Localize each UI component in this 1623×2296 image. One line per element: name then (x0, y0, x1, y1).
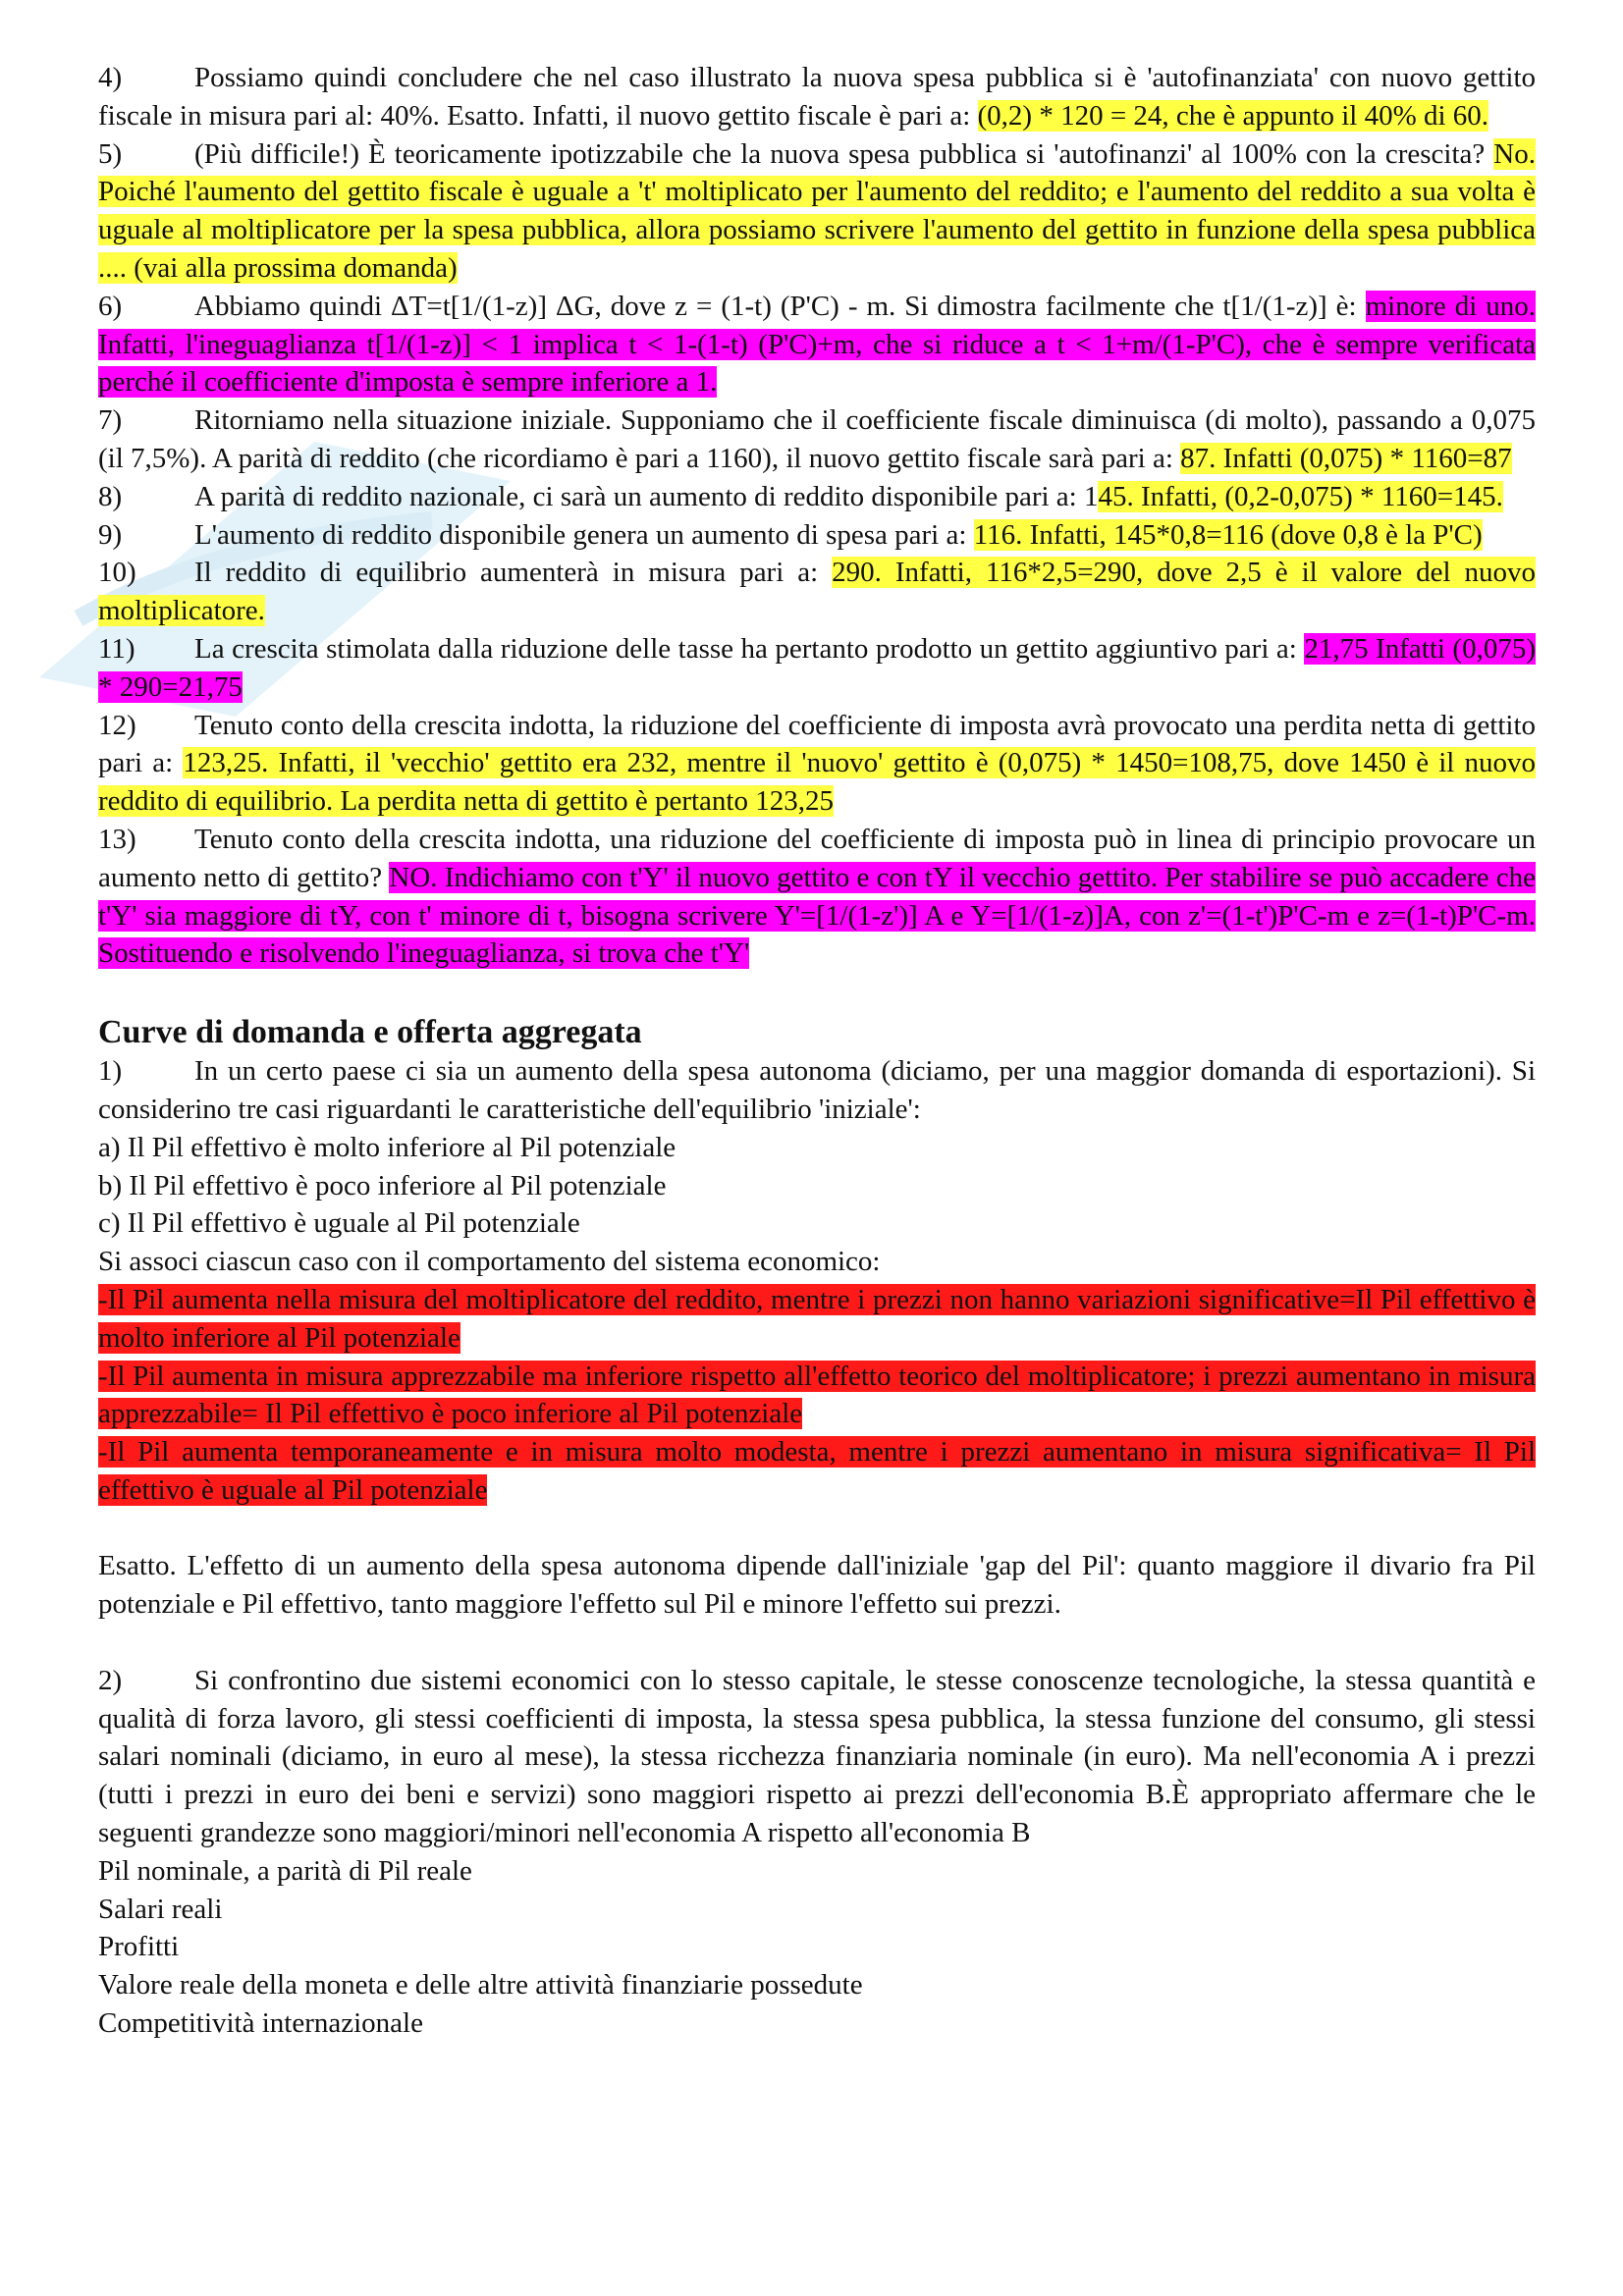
answer-highlight: 290. Infatti, 116*2,5=290, dove 2,5 è il valore del nuovo moltiplicatore. (98, 557, 1536, 627)
answer-highlight: (0,2) * 120 = 24, che è appunto il 40% di 60. (977, 99, 1489, 132)
question-6: 6) Abbiamo quindi ΔT=t[1/(1-z)] ΔG, dove z = (1-t) (P'C) - m. Si dimostra facilmente che t[1/(1-z)] è: minore di uno. Infatti, l'ineguaglianza t[1/(1-z)] < 1 implica t < 1-(1-t) (P'C)+m, che si riduce a t < 1+m/(1-P'C), che è sempre verificata perché il coefficiente d'imposta è sempre inferiore a 1. (98, 290, 1536, 399)
case-a: a) Il Pil effettivo è molto inferiore al Pil potenziale (98, 1131, 676, 1163)
question-13: 13) Tenuto conto della crescita indotta, una riduzione del coefficiente di imposta può in linea di principio provocare un aumento netto di gettito? NO. Indichiamo con t'Y' il nuovo gettito e con tY il vecchio gettito. Per stabilire se può accadere che t'Y' sia maggiore di tY, con t' minore di t, bisogna scrivere Y'=[1/(1-z')] A e Y=[1/(1-z)]A, con z'=(1-t')P'C-m e z=(1-t)P'C-m. Sostituendo e risolvendo l'ineguaglianza, si trova che t'Y' (98, 823, 1537, 970)
list-item: Pil nominale, a parità di Pil reale (98, 1854, 472, 1887)
case-c: c) Il Pil effettivo è uguale al Pil potenziale (98, 1207, 580, 1240)
instruction: Si associ ciascun caso con il comportamento del sistema economico: (98, 1246, 881, 1278)
document-page (98, 59, 1536, 2043)
list-item: Salari reali (98, 1893, 223, 1925)
answer-3: -Il Pil aumenta temporaneamente e in misura molto modesta, mentre i prezzi aumentano in misura significativa= Il Pil effettivo è uguale al Pil potenziale (98, 1436, 1536, 1506)
answer-highlight: 21,75 Infatti (0,075) * 290=21,75 (98, 632, 1536, 703)
question-8: 8) A parità di reddito nazionale, ci sarà un aumento di reddito disponibile pari a: 145. Infatti, (0,2-0,075) * 1160=145. (98, 480, 1503, 512)
answer-highlight: 116. Infatti, 145*0,8=116 (dove 0,8 è la P'C) (973, 518, 1483, 551)
answer-1: -Il Pil aumenta nella misura del moltiplicatore del reddito, mentre i prezzi non hanno variazioni significative=Il Pil effettivo è molto inferiore al Pil potenziale (98, 1283, 1536, 1354)
question-9: 9) L'aumento di reddito disponibile genera un aumento di spesa pari a: 116. Infatti, 145*0,8=116 (dove 0,8 è la P'C) (98, 518, 1483, 551)
section-title: Curve di domanda e offerta aggregata (98, 1014, 642, 1051)
answer-highlight: 45. Infatti, (0,2-0,075) * 1160=145. (1098, 480, 1503, 512)
question-5: 5) (Più difficile!) È teoricamente ipotizzabile che la nuova spesa pubblica si 'autofinanzi' al 100% con la crescita? No. Poiché l'aumento del gettito fiscale è uguale a 't' moltiplicato per l'aumento del reddito; e l'aumento del reddito a sua volta è uguale al moltiplicatore per la spesa pubblica, allora possiamo scrivere l'aumento del gettito in funzione della spesa pubblica .... (vai alla prossima domanda) (98, 137, 1536, 284)
question-10: 10) Il reddito di equilibrio aumenterà in misura pari a: 290. Infatti, 116*2,5=290, dove 2,5 è il valore del nuovo moltiplicatore. (98, 557, 1536, 627)
question-7: 7) Ritorniamo nella situazione iniziale. Supponiamo che il coefficiente fiscale diminuisca (di molto), passando a 0,075 (il 7,5%). A parità di reddito (che ricordiamo è pari a 1160), il nuovo gettito fiscale sarà pari a: 87. Infatti (0,075) * 1160=87 (98, 404, 1536, 474)
answer-highlight: 87. Infatti (0,075) * 1160=87 (1180, 442, 1512, 474)
answer-2: -Il Pil aumenta in misura apprezzabile ma inferiore rispetto all'effetto teorico del moltiplicatore; i prezzi aumentano in misura apprezzabile= Il Pil effettivo è poco inferiore al Pil potenziale (98, 1360, 1536, 1430)
question-4: 4) Possiamo quindi concludere che nel caso illustrato la nuova spesa pubblica si è 'autofinanziata' con nuovo gettito fiscale in misura pari al: 40%. Esatto. Infatti, il nuovo gettito fiscale è pari a: (0,2) * 120 = 24, che è appunto il 40% di 60. (98, 62, 1536, 132)
section-question-2: 2) Si confrontino due sistemi economici con lo stesso capitale, le stesse conoscenze tecnologiche, la stessa quantità e qualità di forza lavoro, gli stessi coefficienti di imposta, la stessa spesa pubblica, la stessa funzione del consumo, gli stessi salari nominali (diciamo, in euro al mese), la stessa ricchezza finanziaria nominale (in euro). Ma nell'economia A i prezzi (tutti i prezzi in euro dei beni e servizi) sono maggiori rispetto ai prezzi dell'economia B.È appropriato affermare che le seguenti grandezze sono maggiori/minori nell'economia A rispetto all'economia B (98, 1664, 1536, 1849)
list-item: Profitti (98, 1931, 180, 1963)
feedback: Esatto. L'effetto di un aumento della spesa autonoma dipende dall'iniziale 'gap del Pil': quanto maggiore il divario fra Pil potenziale e Pil effettivo, tanto maggiore l'effetto sul Pil e minore l'effetto sui prezzi. (98, 1550, 1536, 1621)
answer-highlight: NO. Indichiamo con t'Y' il nuovo gettito e con tY il vecchio gettito. Per stabilire se può accadere che t'Y' sia maggiore di tY, con t' minore di t, bisogna scrivere Y'=[1/(1-z')] A e Y=[1/(1-z)]A, con z'=(1-t')P'C-m e z=(1-t)P'C-m. Sostituendo e risolvendo l'ineguaglianza, si trova che t'Y' (98, 861, 1537, 970)
question-12: 12) Tenuto conto della crescita indotta, la riduzione del coefficiente di imposta avrà provocato una perdita netta di gettito pari a: 123,25. Infatti, il 'vecchio' gettito era 232, mentre il 'nuovo' gettito è (0,075) * 1450=108,75, dove 1450 è il nuovo reddito di equilibrio. La perdita netta di gettito è pertanto 123,25 (98, 709, 1537, 818)
answer-highlight: minore di uno. Infatti, l'ineguaglianza t[1/(1-z)] < 1 implica t < 1-(1-t) (P'C)+m, che si riduce a t < 1+m/(1-P'C), che è sempre verificata perché il coefficiente d'imposta è sempre inferiore a 1. (98, 290, 1536, 399)
question-11: 11) La crescita stimolata dalla riduzione delle tasse ha pertanto prodotto un gettito aggiuntivo pari a: 21,75 Infatti (0,075) * 290=21,75 (98, 632, 1536, 703)
list-item: Competitività internazionale (98, 2007, 423, 2040)
answer-highlight: 123,25. Infatti, il 'vecchio' gettito era 232, mentre il 'nuovo' gettito è (0,075) * 1450=108,75, dove 1450 è il nuovo reddito di equilibrio. La perdita netta di gettito è pertanto 123,25 (98, 747, 1537, 818)
list-item: Valore reale della moneta e delle altre attività finanziarie possedute (98, 1969, 863, 2002)
answer-highlight: No. Poiché l'aumento del gettito fiscale è uguale a 't' moltiplicato per l'aumento del reddito; e l'aumento del reddito a sua volta è uguale al moltiplicatore per la spesa pubblica, allora possiamo scrivere l'aumento del gettito in funzione della spesa pubblica .... (vai alla prossima domanda) (98, 137, 1536, 284)
case-b: b) Il Pil effettivo è poco inferiore al Pil potenziale (98, 1169, 667, 1201)
section-question-1: 1) In un certo paese ci sia un aumento della spesa autonoma (diciamo, per una maggior domanda di esportazioni). Si considerino tre casi riguardanti le caratteristiche dell'equilibrio 'iniziale': (98, 1055, 1536, 1125)
